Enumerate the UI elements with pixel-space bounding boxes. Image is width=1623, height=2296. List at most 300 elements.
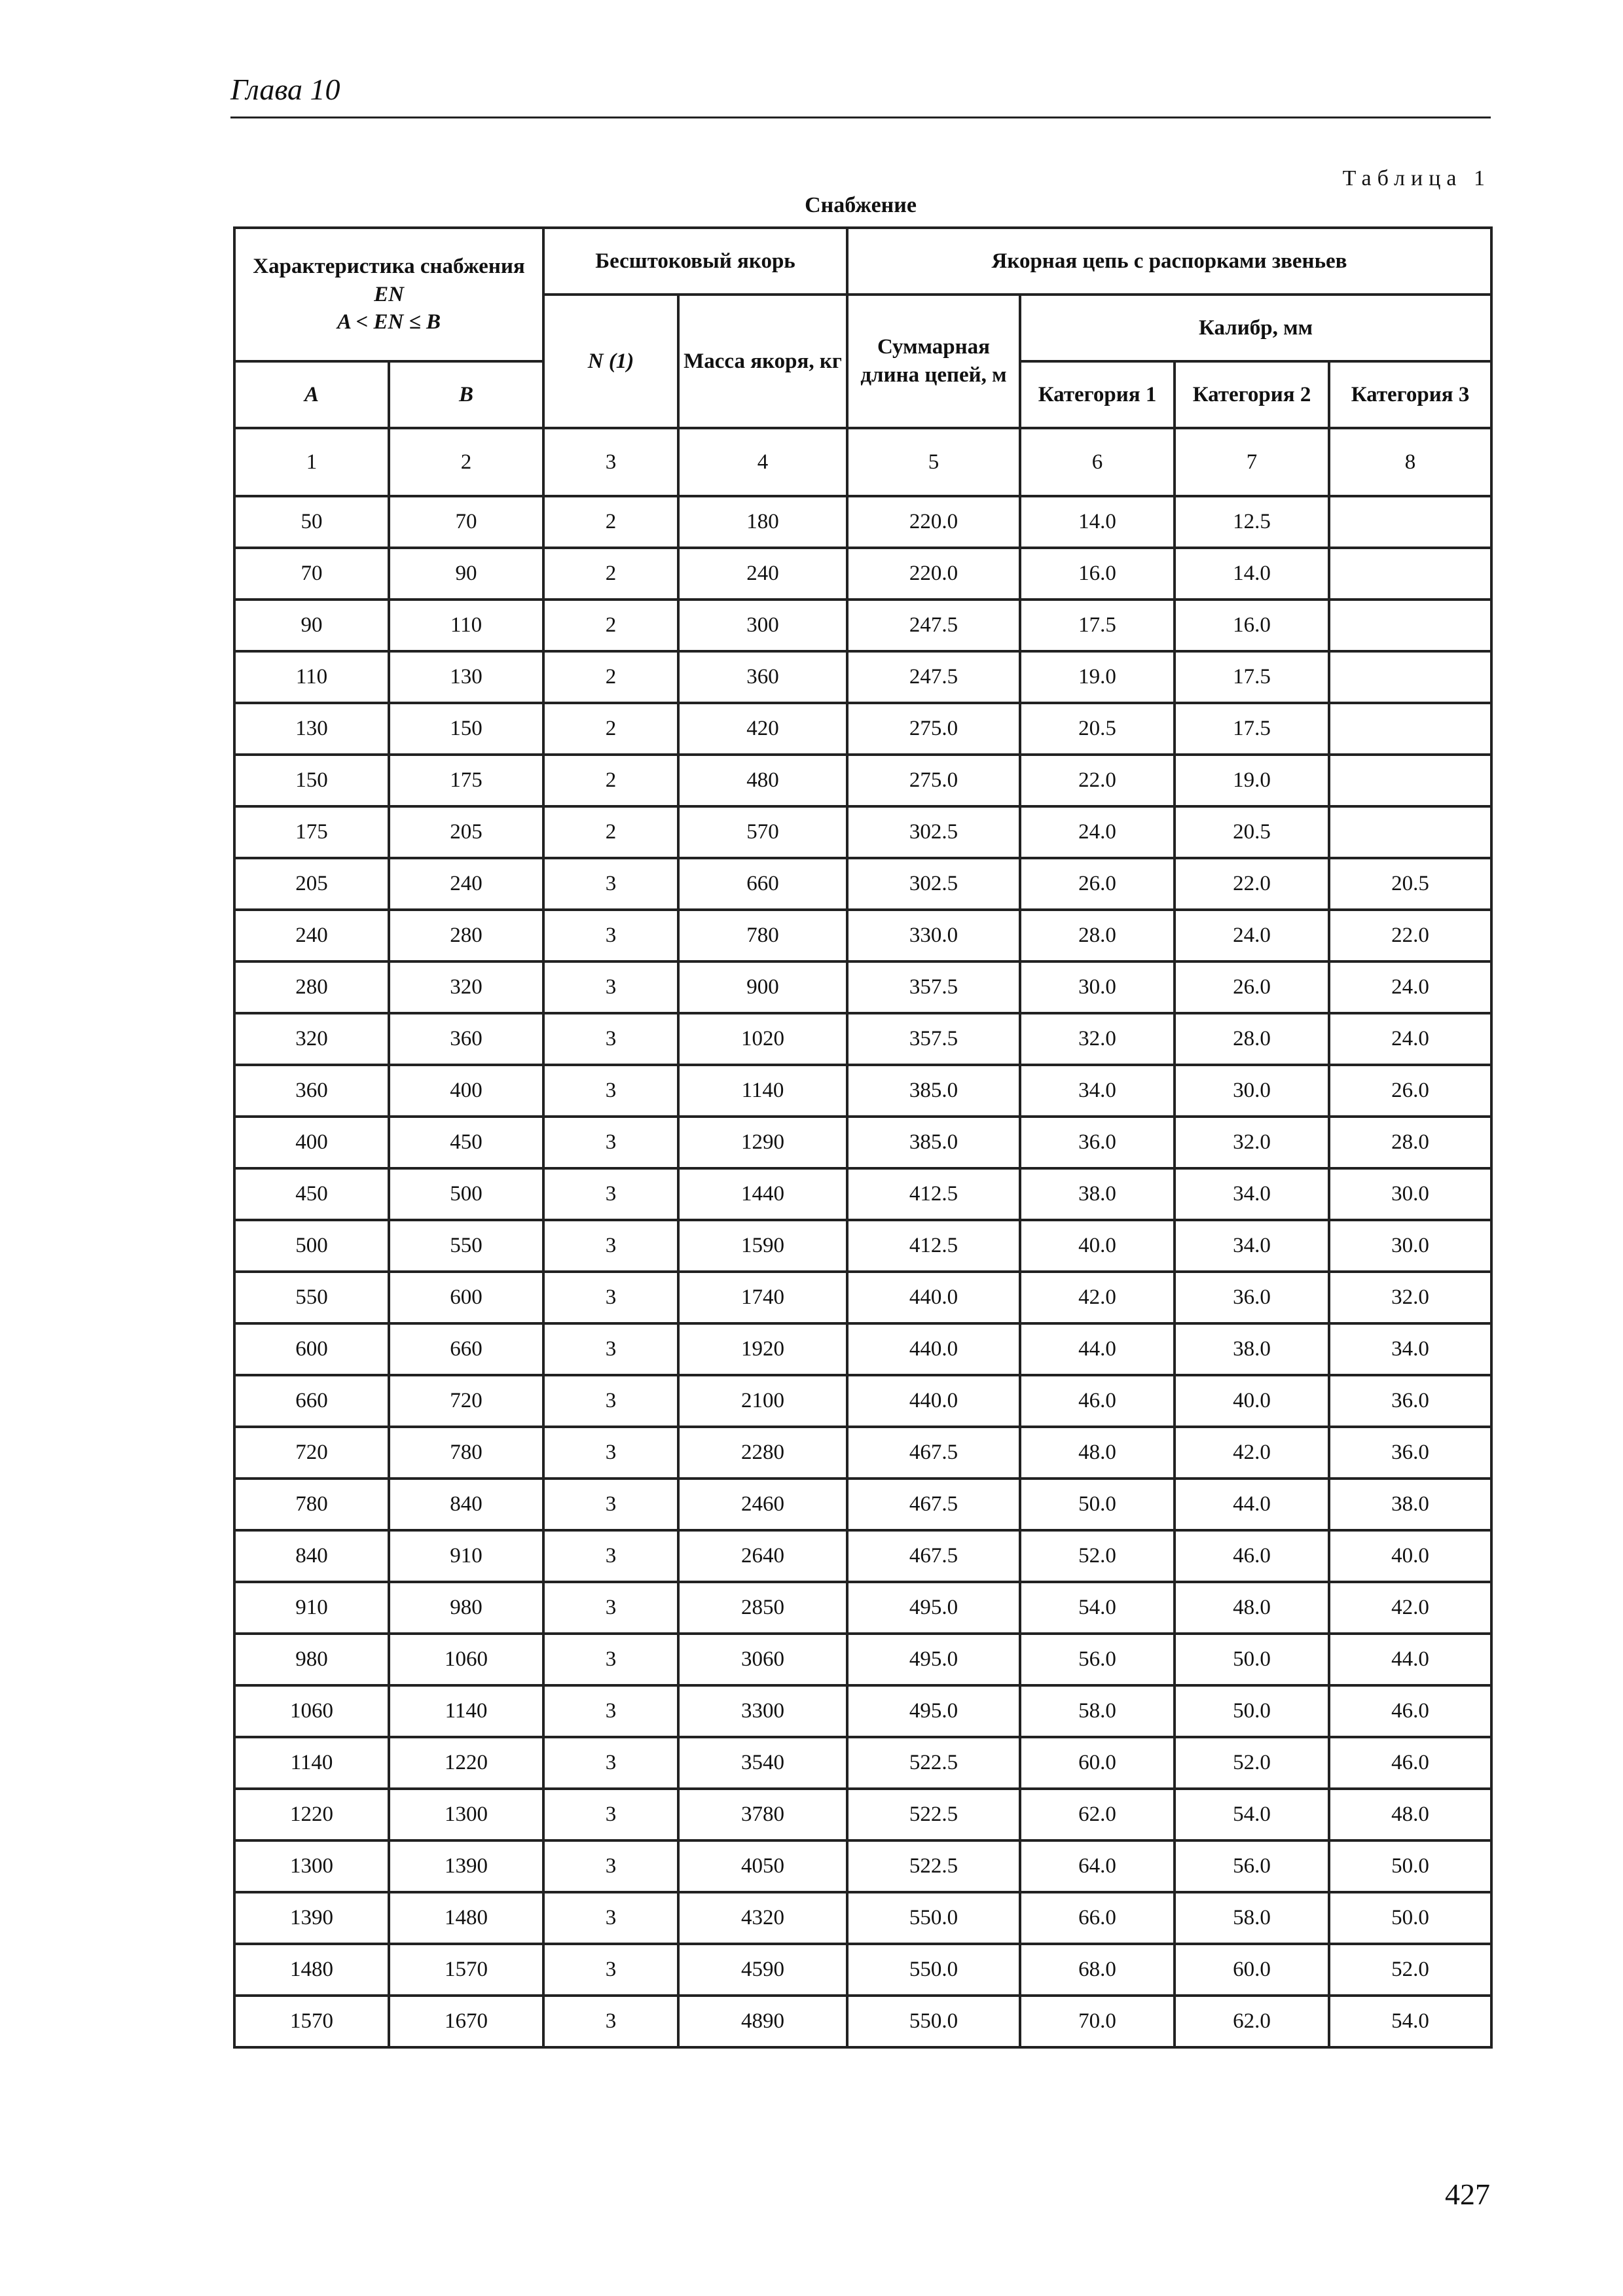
cell-n: 3: [543, 1220, 678, 1272]
cell-category-1: 16.0: [1020, 548, 1175, 600]
cell-n: 2: [543, 651, 678, 703]
cell-total-length: 467.5: [847, 1530, 1020, 1582]
cell-category-1: 38.0: [1020, 1168, 1175, 1220]
table-row: [234, 703, 1491, 755]
cell-anchor-mass: 900: [678, 961, 847, 1013]
cell-anchor-mass: 1590: [678, 1220, 847, 1272]
cell-category-2: 28.0: [1175, 1013, 1329, 1065]
cell-anchor-mass: 3540: [678, 1737, 847, 1789]
cell-n: 3: [543, 1944, 678, 1996]
cell-a: 320: [234, 1013, 389, 1065]
cell-n: 3: [543, 1685, 678, 1737]
cell-category-3: [1329, 548, 1491, 600]
cell-a: 240: [234, 910, 389, 961]
cell-b: 1300: [389, 1789, 543, 1840]
table-row: [234, 1220, 1491, 1272]
cell-anchor-mass: 1020: [678, 1013, 847, 1065]
table-row: [234, 1065, 1491, 1117]
cell-category-3: 36.0: [1329, 1375, 1491, 1427]
cell-category-1: 44.0: [1020, 1323, 1175, 1375]
cell-n: 3: [543, 1737, 678, 1789]
cell-category-1: 36.0: [1020, 1117, 1175, 1168]
cell-total-length: 302.5: [847, 858, 1020, 910]
header-n1-label: N (1): [587, 349, 634, 373]
cell-total-length: 522.5: [847, 1737, 1020, 1789]
cell-category-3: [1329, 496, 1491, 548]
header-n1: [543, 295, 678, 428]
cell-category-1: 14.0: [1020, 496, 1175, 548]
cell-b: 90: [389, 548, 543, 600]
cell-category-1: 30.0: [1020, 961, 1175, 1013]
cell-category-2: 38.0: [1175, 1323, 1329, 1375]
cell-anchor-mass: 1920: [678, 1323, 847, 1375]
cell-anchor-mass: 480: [678, 755, 847, 806]
table-row: [234, 1737, 1491, 1789]
cell-a: 1220: [234, 1789, 389, 1840]
header-characteristic-label: Характеристика снабжения: [253, 254, 525, 278]
header-anchor: Бесштоковый якорь: [543, 228, 847, 295]
cell-total-length: 550.0: [847, 1944, 1020, 1996]
cell-n: 2: [543, 600, 678, 651]
cell-category-1: 50.0: [1020, 1479, 1175, 1530]
cell-category-1: 32.0: [1020, 1013, 1175, 1065]
cell-b: 500: [389, 1168, 543, 1220]
cell-a: 360: [234, 1065, 389, 1117]
cell-category-2: 60.0: [1175, 1944, 1329, 1996]
cell-b: 150: [389, 703, 543, 755]
cell-category-1: 19.0: [1020, 651, 1175, 703]
cell-b: 360: [389, 1013, 543, 1065]
cell-a: 550: [234, 1272, 389, 1323]
cell-category-1: 22.0: [1020, 755, 1175, 806]
cell-a: 1570: [234, 1996, 389, 2047]
cell-n: 3: [543, 1168, 678, 1220]
table-row: [234, 1789, 1491, 1840]
cell-category-2: 58.0: [1175, 1892, 1329, 1944]
cell-a: 400: [234, 1117, 389, 1168]
header-rule: [230, 117, 1491, 118]
table-row: [234, 651, 1491, 703]
cell-n: 2: [543, 806, 678, 858]
table-row: [234, 1685, 1491, 1737]
cell-category-3: 36.0: [1329, 1427, 1491, 1479]
cell-n: 3: [543, 1427, 678, 1479]
cell-category-1: 40.0: [1020, 1220, 1175, 1272]
cell-total-length: 522.5: [847, 1789, 1020, 1840]
cell-total-length: 550.0: [847, 1892, 1020, 1944]
column-number: 7: [1175, 428, 1329, 496]
cell-b: 1220: [389, 1737, 543, 1789]
header-category-3: Категория 3: [1329, 361, 1491, 428]
cell-b: 1670: [389, 1996, 543, 2047]
cell-category-2: 34.0: [1175, 1168, 1329, 1220]
cell-b: 600: [389, 1272, 543, 1323]
cell-b: 205: [389, 806, 543, 858]
cell-category-3: 24.0: [1329, 1013, 1491, 1065]
cell-category-3: 20.5: [1329, 858, 1491, 910]
table-row: [234, 1117, 1491, 1168]
cell-a: 910: [234, 1582, 389, 1634]
cell-a: 1060: [234, 1685, 389, 1737]
cell-anchor-mass: 660: [678, 858, 847, 910]
cell-category-2: 19.0: [1175, 755, 1329, 806]
column-number: 5: [847, 428, 1020, 496]
header-a: A: [234, 361, 389, 428]
cell-a: 720: [234, 1427, 389, 1479]
page-number: 427: [1445, 2178, 1490, 2211]
cell-a: 1140: [234, 1737, 389, 1789]
cell-category-3: 54.0: [1329, 1996, 1491, 2047]
cell-total-length: 275.0: [847, 703, 1020, 755]
cell-category-2: 50.0: [1175, 1685, 1329, 1737]
cell-a: 50: [234, 496, 389, 548]
table-row: [234, 961, 1491, 1013]
cell-a: 500: [234, 1220, 389, 1272]
cell-b: 1570: [389, 1944, 543, 1996]
cell-a: 840: [234, 1530, 389, 1582]
cell-category-3: 28.0: [1329, 1117, 1491, 1168]
cell-b: 110: [389, 600, 543, 651]
cell-n: 2: [543, 703, 678, 755]
cell-a: 1300: [234, 1840, 389, 1892]
cell-n: 3: [543, 1530, 678, 1582]
table-row: [234, 910, 1491, 961]
cell-category-3: [1329, 755, 1491, 806]
header-category-1: Категория 1: [1020, 361, 1175, 428]
cell-category-2: 24.0: [1175, 910, 1329, 961]
cell-category-1: 28.0: [1020, 910, 1175, 961]
table-row: [234, 1168, 1491, 1220]
cell-category-2: 32.0: [1175, 1117, 1329, 1168]
cell-a: 450: [234, 1168, 389, 1220]
cell-total-length: 467.5: [847, 1427, 1020, 1479]
cell-category-1: 42.0: [1020, 1272, 1175, 1323]
cell-anchor-mass: 3780: [678, 1789, 847, 1840]
cell-n: 3: [543, 1013, 678, 1065]
cell-n: 3: [543, 1892, 678, 1944]
cell-category-2: 56.0: [1175, 1840, 1329, 1892]
cell-category-1: 34.0: [1020, 1065, 1175, 1117]
cell-category-1: 60.0: [1020, 1737, 1175, 1789]
column-number: 1: [234, 428, 389, 496]
cell-n: 3: [543, 1479, 678, 1530]
cell-n: 2: [543, 496, 678, 548]
running-head: Глава 10: [230, 73, 340, 106]
header-anchor-mass: Масса якоря, кг: [678, 295, 847, 428]
cell-n: 3: [543, 961, 678, 1013]
cell-category-3: 50.0: [1329, 1840, 1491, 1892]
cell-total-length: 220.0: [847, 548, 1020, 600]
cell-a: 660: [234, 1375, 389, 1427]
cell-anchor-mass: 780: [678, 910, 847, 961]
table-row: [234, 755, 1491, 806]
cell-category-1: 48.0: [1020, 1427, 1175, 1479]
cell-n: 3: [543, 1272, 678, 1323]
cell-anchor-mass: 300: [678, 600, 847, 651]
cell-b: 720: [389, 1375, 543, 1427]
cell-b: 660: [389, 1323, 543, 1375]
header-characteristic: [234, 228, 543, 361]
cell-a: 70: [234, 548, 389, 600]
cell-n: 2: [543, 548, 678, 600]
supply-table: [233, 226, 1493, 2049]
cell-category-2: 48.0: [1175, 1582, 1329, 1634]
cell-a: 110: [234, 651, 389, 703]
cell-category-3: 34.0: [1329, 1323, 1491, 1375]
header-caliber: Калибр, мм: [1020, 295, 1491, 361]
table-row: [234, 1996, 1491, 2047]
cell-b: 280: [389, 910, 543, 961]
cell-total-length: 412.5: [847, 1168, 1020, 1220]
cell-n: 3: [543, 1582, 678, 1634]
cell-n: 3: [543, 1375, 678, 1427]
column-number: 8: [1329, 428, 1491, 496]
cell-category-1: 24.0: [1020, 806, 1175, 858]
cell-category-2: 14.0: [1175, 548, 1329, 600]
cell-b: 450: [389, 1117, 543, 1168]
table-row: [234, 1427, 1491, 1479]
cell-total-length: 247.5: [847, 600, 1020, 651]
cell-category-1: 66.0: [1020, 1892, 1175, 1944]
cell-n: 3: [543, 910, 678, 961]
cell-anchor-mass: 2640: [678, 1530, 847, 1582]
cell-total-length: 385.0: [847, 1065, 1020, 1117]
cell-n: 2: [543, 755, 678, 806]
cell-category-3: 30.0: [1329, 1220, 1491, 1272]
cell-total-length: 357.5: [847, 961, 1020, 1013]
cell-total-length: 357.5: [847, 1013, 1020, 1065]
column-number: 4: [678, 428, 847, 496]
column-number-row: [234, 428, 1491, 496]
table-row: [234, 1840, 1491, 1892]
cell-category-3: 30.0: [1329, 1168, 1491, 1220]
cell-category-3: [1329, 651, 1491, 703]
table-row: [234, 1530, 1491, 1582]
cell-category-3: 48.0: [1329, 1789, 1491, 1840]
cell-b: 980: [389, 1582, 543, 1634]
cell-category-1: 17.5: [1020, 600, 1175, 651]
cell-a: 280: [234, 961, 389, 1013]
cell-a: 130: [234, 703, 389, 755]
cell-anchor-mass: 1290: [678, 1117, 847, 1168]
table-row: [234, 1479, 1491, 1530]
cell-category-2: 40.0: [1175, 1375, 1329, 1427]
cell-a: 150: [234, 755, 389, 806]
cell-anchor-mass: 180: [678, 496, 847, 548]
cell-b: 1390: [389, 1840, 543, 1892]
cell-total-length: 495.0: [847, 1634, 1020, 1685]
column-number: 3: [543, 428, 678, 496]
table-row: [234, 600, 1491, 651]
cell-anchor-mass: 4050: [678, 1840, 847, 1892]
table-row: [234, 1944, 1491, 1996]
cell-n: 3: [543, 1117, 678, 1168]
cell-anchor-mass: 4590: [678, 1944, 847, 1996]
cell-n: 3: [543, 1789, 678, 1840]
cell-category-2: 42.0: [1175, 1427, 1329, 1479]
cell-a: 175: [234, 806, 389, 858]
table-row: [234, 806, 1491, 858]
cell-category-2: 36.0: [1175, 1272, 1329, 1323]
cell-anchor-mass: 2280: [678, 1427, 847, 1479]
table-row: [234, 858, 1491, 910]
cell-anchor-mass: 2100: [678, 1375, 847, 1427]
cell-category-3: [1329, 703, 1491, 755]
cell-category-1: 26.0: [1020, 858, 1175, 910]
cell-a: 90: [234, 600, 389, 651]
cell-category-3: 46.0: [1329, 1685, 1491, 1737]
cell-b: 1480: [389, 1892, 543, 1944]
table-row: [234, 1634, 1491, 1685]
cell-category-3: 44.0: [1329, 1634, 1491, 1685]
table-row: [234, 1582, 1491, 1634]
cell-category-3: [1329, 806, 1491, 858]
cell-category-3: 52.0: [1329, 1944, 1491, 1996]
cell-total-length: 220.0: [847, 496, 1020, 548]
cell-total-length: 412.5: [847, 1220, 1020, 1272]
cell-category-3: 22.0: [1329, 910, 1491, 961]
cell-category-2: 22.0: [1175, 858, 1329, 910]
cell-category-3: 24.0: [1329, 961, 1491, 1013]
header-en: EN: [374, 282, 404, 306]
cell-category-1: 62.0: [1020, 1789, 1175, 1840]
cell-total-length: 440.0: [847, 1323, 1020, 1375]
cell-anchor-mass: 420: [678, 703, 847, 755]
cell-total-length: 467.5: [847, 1479, 1020, 1530]
cell-total-length: 330.0: [847, 910, 1020, 961]
cell-category-2: 16.0: [1175, 600, 1329, 651]
table-row: [234, 1375, 1491, 1427]
cell-category-2: 17.5: [1175, 651, 1329, 703]
cell-category-3: 42.0: [1329, 1582, 1491, 1634]
cell-b: 240: [389, 858, 543, 910]
cell-category-3: 32.0: [1329, 1272, 1491, 1323]
cell-category-1: 46.0: [1020, 1375, 1175, 1427]
cell-category-3: 50.0: [1329, 1892, 1491, 1944]
cell-category-2: 17.5: [1175, 703, 1329, 755]
cell-b: 1140: [389, 1685, 543, 1737]
cell-category-2: 52.0: [1175, 1737, 1329, 1789]
table-row: [234, 1272, 1491, 1323]
cell-anchor-mass: 570: [678, 806, 847, 858]
cell-category-1: 64.0: [1020, 1840, 1175, 1892]
cell-total-length: 495.0: [847, 1582, 1020, 1634]
header-en-range: A < EN ≤ B: [337, 310, 441, 334]
cell-anchor-mass: 3300: [678, 1685, 847, 1737]
header-total-length: Суммарная длина цепей, м: [847, 295, 1020, 428]
table-title: Снабжение: [805, 193, 917, 217]
cell-anchor-mass: 1140: [678, 1065, 847, 1117]
cell-total-length: 440.0: [847, 1272, 1020, 1323]
cell-anchor-mass: 4890: [678, 1996, 847, 2047]
table-row: [234, 496, 1491, 548]
cell-anchor-mass: 360: [678, 651, 847, 703]
cell-n: 3: [543, 1840, 678, 1892]
cell-category-2: 50.0: [1175, 1634, 1329, 1685]
cell-n: 3: [543, 858, 678, 910]
table-row: [234, 1323, 1491, 1375]
table-label: Таблица 1: [1342, 166, 1491, 190]
cell-a: 780: [234, 1479, 389, 1530]
cell-category-3: 40.0: [1329, 1530, 1491, 1582]
cell-category-2: 46.0: [1175, 1530, 1329, 1582]
cell-category-3: [1329, 600, 1491, 651]
cell-category-3: 46.0: [1329, 1737, 1491, 1789]
header-chain: Якорная цепь с распорками звеньев: [847, 228, 1491, 295]
cell-category-2: 34.0: [1175, 1220, 1329, 1272]
cell-category-2: 20.5: [1175, 806, 1329, 858]
cell-b: 780: [389, 1427, 543, 1479]
cell-total-length: 550.0: [847, 1996, 1020, 2047]
cell-n: 3: [543, 1634, 678, 1685]
cell-b: 175: [389, 755, 543, 806]
table-row: [234, 1013, 1491, 1065]
cell-total-length: 385.0: [847, 1117, 1020, 1168]
cell-anchor-mass: 240: [678, 548, 847, 600]
cell-anchor-mass: 4320: [678, 1892, 847, 1944]
table-row: [234, 548, 1491, 600]
cell-a: 600: [234, 1323, 389, 1375]
cell-total-length: 440.0: [847, 1375, 1020, 1427]
cell-category-2: 44.0: [1175, 1479, 1329, 1530]
cell-anchor-mass: 2460: [678, 1479, 847, 1530]
cell-b: 1060: [389, 1634, 543, 1685]
cell-total-length: 522.5: [847, 1840, 1020, 1892]
cell-category-2: 62.0: [1175, 1996, 1329, 2047]
cell-b: 70: [389, 496, 543, 548]
header-category-2: Категория 2: [1175, 361, 1329, 428]
column-number: 6: [1020, 428, 1175, 496]
cell-anchor-mass: 3060: [678, 1634, 847, 1685]
table-row: [234, 1892, 1491, 1944]
cell-category-2: 30.0: [1175, 1065, 1329, 1117]
cell-category-1: 56.0: [1020, 1634, 1175, 1685]
cell-anchor-mass: 1440: [678, 1168, 847, 1220]
cell-category-1: 58.0: [1020, 1685, 1175, 1737]
cell-b: 910: [389, 1530, 543, 1582]
cell-category-3: 26.0: [1329, 1065, 1491, 1117]
cell-total-length: 495.0: [847, 1685, 1020, 1737]
cell-b: 550: [389, 1220, 543, 1272]
cell-total-length: 247.5: [847, 651, 1020, 703]
cell-category-2: 12.5: [1175, 496, 1329, 548]
cell-b: 840: [389, 1479, 543, 1530]
cell-b: 130: [389, 651, 543, 703]
cell-a: 980: [234, 1634, 389, 1685]
cell-n: 3: [543, 1065, 678, 1117]
cell-anchor-mass: 1740: [678, 1272, 847, 1323]
cell-anchor-mass: 2850: [678, 1582, 847, 1634]
cell-category-3: 38.0: [1329, 1479, 1491, 1530]
column-number: 2: [389, 428, 543, 496]
cell-a: 1480: [234, 1944, 389, 1996]
cell-a: 1390: [234, 1892, 389, 1944]
cell-category-2: 26.0: [1175, 961, 1329, 1013]
cell-category-1: 54.0: [1020, 1582, 1175, 1634]
cell-category-1: 68.0: [1020, 1944, 1175, 1996]
cell-n: 3: [543, 1323, 678, 1375]
cell-category-1: 52.0: [1020, 1530, 1175, 1582]
cell-category-1: 20.5: [1020, 703, 1175, 755]
cell-b: 320: [389, 961, 543, 1013]
cell-n: 3: [543, 1996, 678, 2047]
header-b: B: [389, 361, 543, 428]
cell-category-1: 70.0: [1020, 1996, 1175, 2047]
cell-b: 400: [389, 1065, 543, 1117]
cell-category-2: 54.0: [1175, 1789, 1329, 1840]
cell-total-length: 275.0: [847, 755, 1020, 806]
cell-total-length: 302.5: [847, 806, 1020, 858]
